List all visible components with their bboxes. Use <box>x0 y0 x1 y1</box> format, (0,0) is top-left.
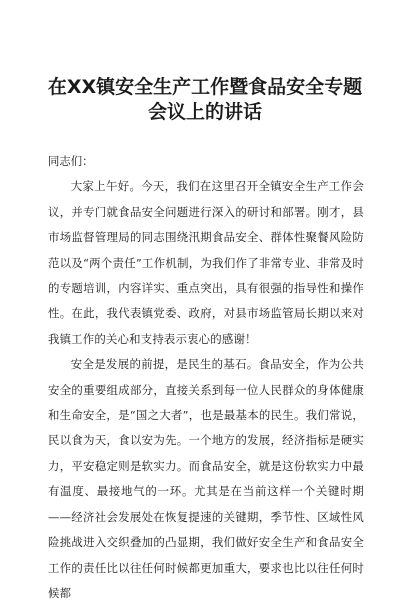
title-line-1: 在XX镇安全生产工作暨食品安全专题 <box>47 76 363 98</box>
salutation: 同志们： <box>48 154 94 168</box>
paragraph-1: 大家上午好。今天，我们在这里召开全镇安全生产工作会议，并专门就食品安全问题进行深入的研讨和部署。刚才，县市场监督管理局的同志围绕汛期食品安全、群体性聚餐风险防范以及“两个责任”工作机制，为我们作了非常专业、非常及时的专题培训，内容详实、重点突出，具有很强的指导性和操作性。在此，我代表镇党委、政府，对县市场监管局长期以来对我镇工作的关心和支持表示衷心的感谢！ <box>48 179 364 346</box>
paragraph-2: 安全是发展的前提，是民生的基石。食品安全，作为公共安全的重要组成部分，直接关系到每一位人民群众的身体健康和生命安全，是“国之大者”，也是最基本的民生。我们常说，民以食为天，食以安为先。一个地方的发展，经济指标是硬实力，平安稳定则是软实力。而食品安全，就是这份软实力中最有温度、最接地气的一环。尤其是在当前这样一个关键时期——经济社会发展处在恢复提速的关键期，季节性、区域性风险挑战进入交织叠加的凸显期，我们做好安全生产和食品安全工作的责任比以往任何时候都更加重大，要求也比以往任何时候都 <box>48 357 364 600</box>
document-body <box>48 149 364 606</box>
document-title <box>40 75 370 125</box>
title-line-2: 会议上的讲话 <box>147 101 262 123</box>
